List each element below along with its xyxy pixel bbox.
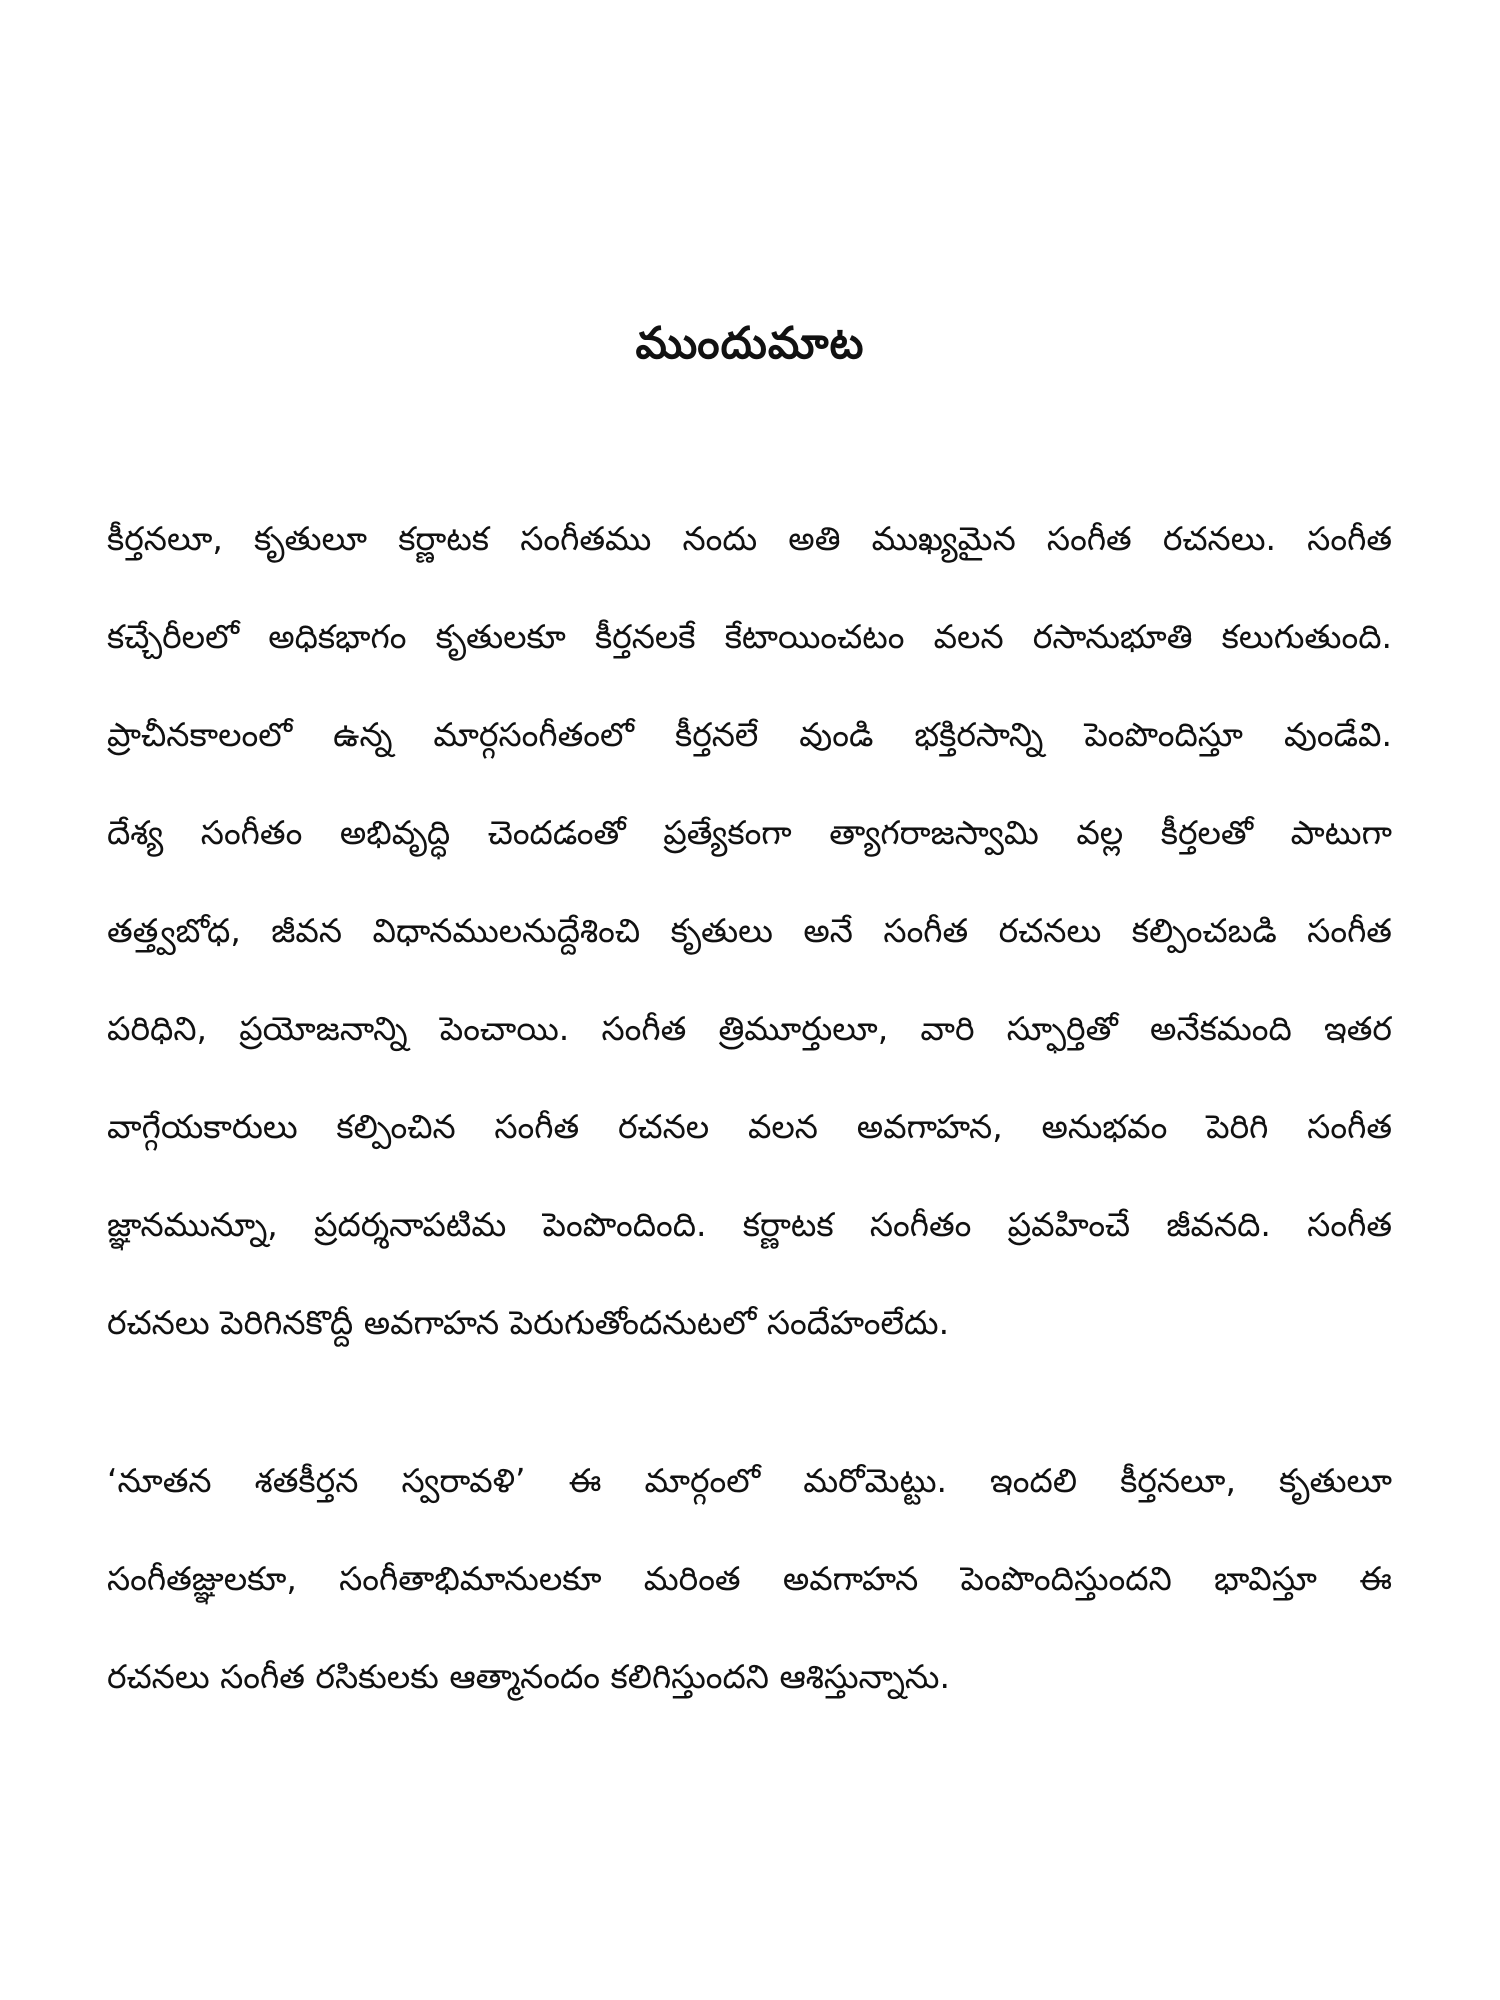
paragraph-1-line: జ్ఞానమున్నూ, ప్రదర్శనాపటిమ పెంపొందింది. కర్ణాటక సంగీతం ప్రవహించే జీవనది. సంగీత xyxy=(107,1205,1392,1244)
page-title: ముందుమాట xyxy=(635,318,865,369)
paragraph-2-line: సంగీతజ్ఞులకూ, సంగీతాభిమానులకూ మరింత అవగాహన పెంపొందిస్తుందని భావిస్తూ ఈ xyxy=(107,1559,1392,1598)
paragraph-1-line: వాగ్గేయకారులు కల్పించిన సంగీత రచనల వలన అవగాహన, అనుభవం పెరిగి సంగీత xyxy=(107,1107,1392,1146)
paragraph-2-line: రచనలు సంగీత రసికులకు ఆత్మానందం కలిగిస్తుందని ఆశిస్తున్నాను. xyxy=(107,1657,950,1696)
paragraph-1-line: రచనలు పెరిగినకొద్దీ అవగాహన పెరుగుతోందనుటలో సందేహంలేదు. xyxy=(107,1303,950,1342)
paragraph-1-line: కీర్తనలూ, కృతులూ కర్ణాటక సంగీతము నందు అతి ముఖ్యమైన సంగీత రచనలు. సంగీత xyxy=(107,519,1392,558)
paragraph-1 xyxy=(107,490,1392,1372)
paragraph-1-line: దేశ్య సంగీతం అభివృద్ధి చెందడంతో ప్రత్యేకంగా త్యాగరాజస్వామి వల్ల కీర్తలతో పాటుగా xyxy=(107,813,1392,852)
paragraph-1-line: కచ్చేరీలలో అధికభాగం కృతులకూ కీర్తనలకే కేటాయించటం వలన రసానుభూతి కలుగుతుంది. xyxy=(107,617,1392,656)
paragraph-1-line: తత్త్వబోధ, జీవన విధానములనుద్దేశించి కృతులు అనే సంగీత రచనలు కల్పించబడి సంగీత xyxy=(107,911,1392,950)
paragraph-1-line: ప్రాచీనకాలంలో ఉన్న మార్గసంగీతంలో కీర్తనలే వుండి భక్తిరసాన్ని పెంపొందిస్తూ వుండేవి. xyxy=(107,715,1392,754)
paragraph-1-line: పరిధిని, ప్రయోజనాన్ని పెంచాయి. సంగీత త్రిమూర్తులూ, వారి స్ఫూర్తితో అనేకమంది ఇతర xyxy=(107,1009,1392,1048)
paragraph-2 xyxy=(107,1432,1392,1726)
paragraph-2-line: ‘నూతన శతకీర్తన స్వరావళి’ ఈ మార్గంలో మరోమెట్టు. ఇందలి కీర్తనలూ, కృతులూ xyxy=(107,1461,1392,1500)
